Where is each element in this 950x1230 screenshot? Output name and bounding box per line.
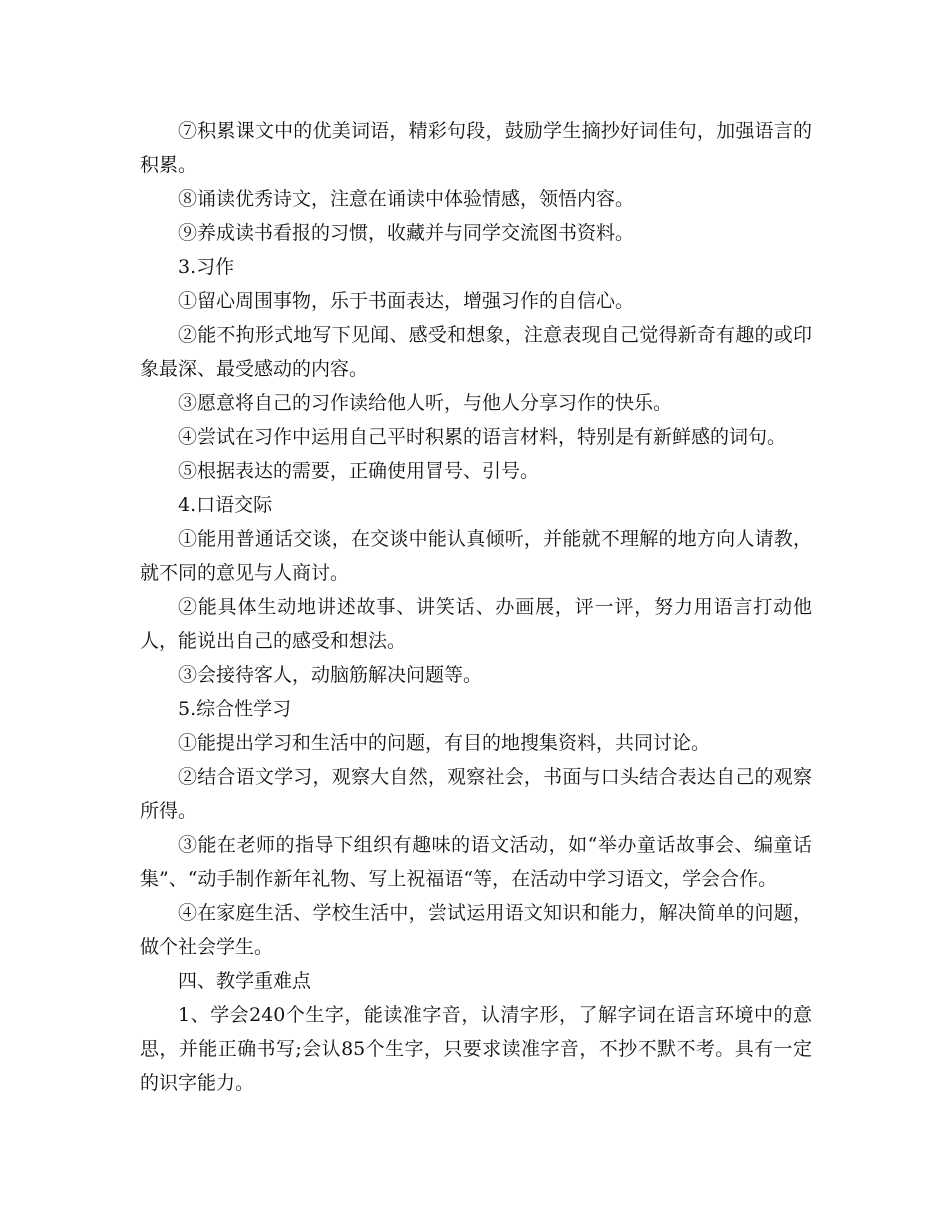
document-body	[140, 114, 812, 1100]
oral-item-3: ③会接待客人，动脑筋解决问题等。	[178, 664, 483, 686]
writing-item-1: ①留心周围事物，乐于书面表达，增强习作的自信心。	[178, 290, 635, 312]
comprehensive-item-2: ②结合语文学习，观察大自然，观察社会，书面与口头结合表达自己的观察所得。	[140, 766, 812, 822]
oral-item-1: ①能用普通话交谈，在交谈中能认真倾听，并能就不理解的地方向人请教，就不同的意见与人商讨。	[140, 528, 812, 584]
section-heading-key-difficulties: 四、教学重难点	[178, 970, 312, 992]
comprehensive-item-4: ④在家庭生活、学校生活中，尝试运用语文知识和能力，解决简单的问题，做个社会学生。	[140, 902, 812, 958]
comprehensive-item-3: ③能在老师的指导下组织有趣味的语文活动，如“举办童话故事会、编童话集”、“动手制作新年礼物、写上祝福语“等，在活动中学习语文，学会合作。	[140, 834, 812, 890]
paragraph-item-7: ⑦积累课文中的优美词语，精彩句段，鼓励学生摘抄好词佳句，加强语言的积累。	[140, 120, 812, 176]
paragraph-item-9: ⑨养成读书看报的习惯，收藏并与同学交流图书资料。	[178, 222, 635, 244]
section-heading-writing: 3.习作	[178, 256, 235, 278]
oral-item-2: ②能具体生动地讲述故事、讲笑话、办画展，评一评，努力用语言打动他人，能说出自己的感受和想法。	[140, 596, 812, 652]
writing-item-5: ⑤根据表达的需要，正确使用冒号、引号。	[178, 460, 540, 482]
writing-item-4: ④尝试在习作中运用自己平时积累的语言材料，特别是有新鲜感的词句。	[178, 426, 787, 448]
paragraph-item-8: ⑧诵读优秀诗文，注意在诵读中体验情感，领悟内容。	[178, 188, 635, 210]
writing-item-3: ③愿意将自己的习作读给他人听，与他人分享习作的快乐。	[178, 392, 673, 414]
key-difficulty-item-1: 1、学会240个生字，能读准字音，认清字形，了解字词在语言环境中的意思，并能正确书写;会认85个生字，只要求读准字音，不抄不默不考。具有一定的识字能力。	[140, 1004, 812, 1094]
section-heading-oral-communication: 4.口语交际	[178, 494, 273, 516]
writing-item-2: ②能不拘形式地写下见闻、感受和想象，注意表现自己觉得新奇有趣的或印象最深、最受感动的内容。	[140, 324, 812, 380]
comprehensive-item-1: ①能提出学习和生活中的问题，有目的地搜集资料，共同讨论。	[178, 732, 711, 754]
section-heading-comprehensive-learning: 5.综合性学习	[178, 698, 292, 720]
